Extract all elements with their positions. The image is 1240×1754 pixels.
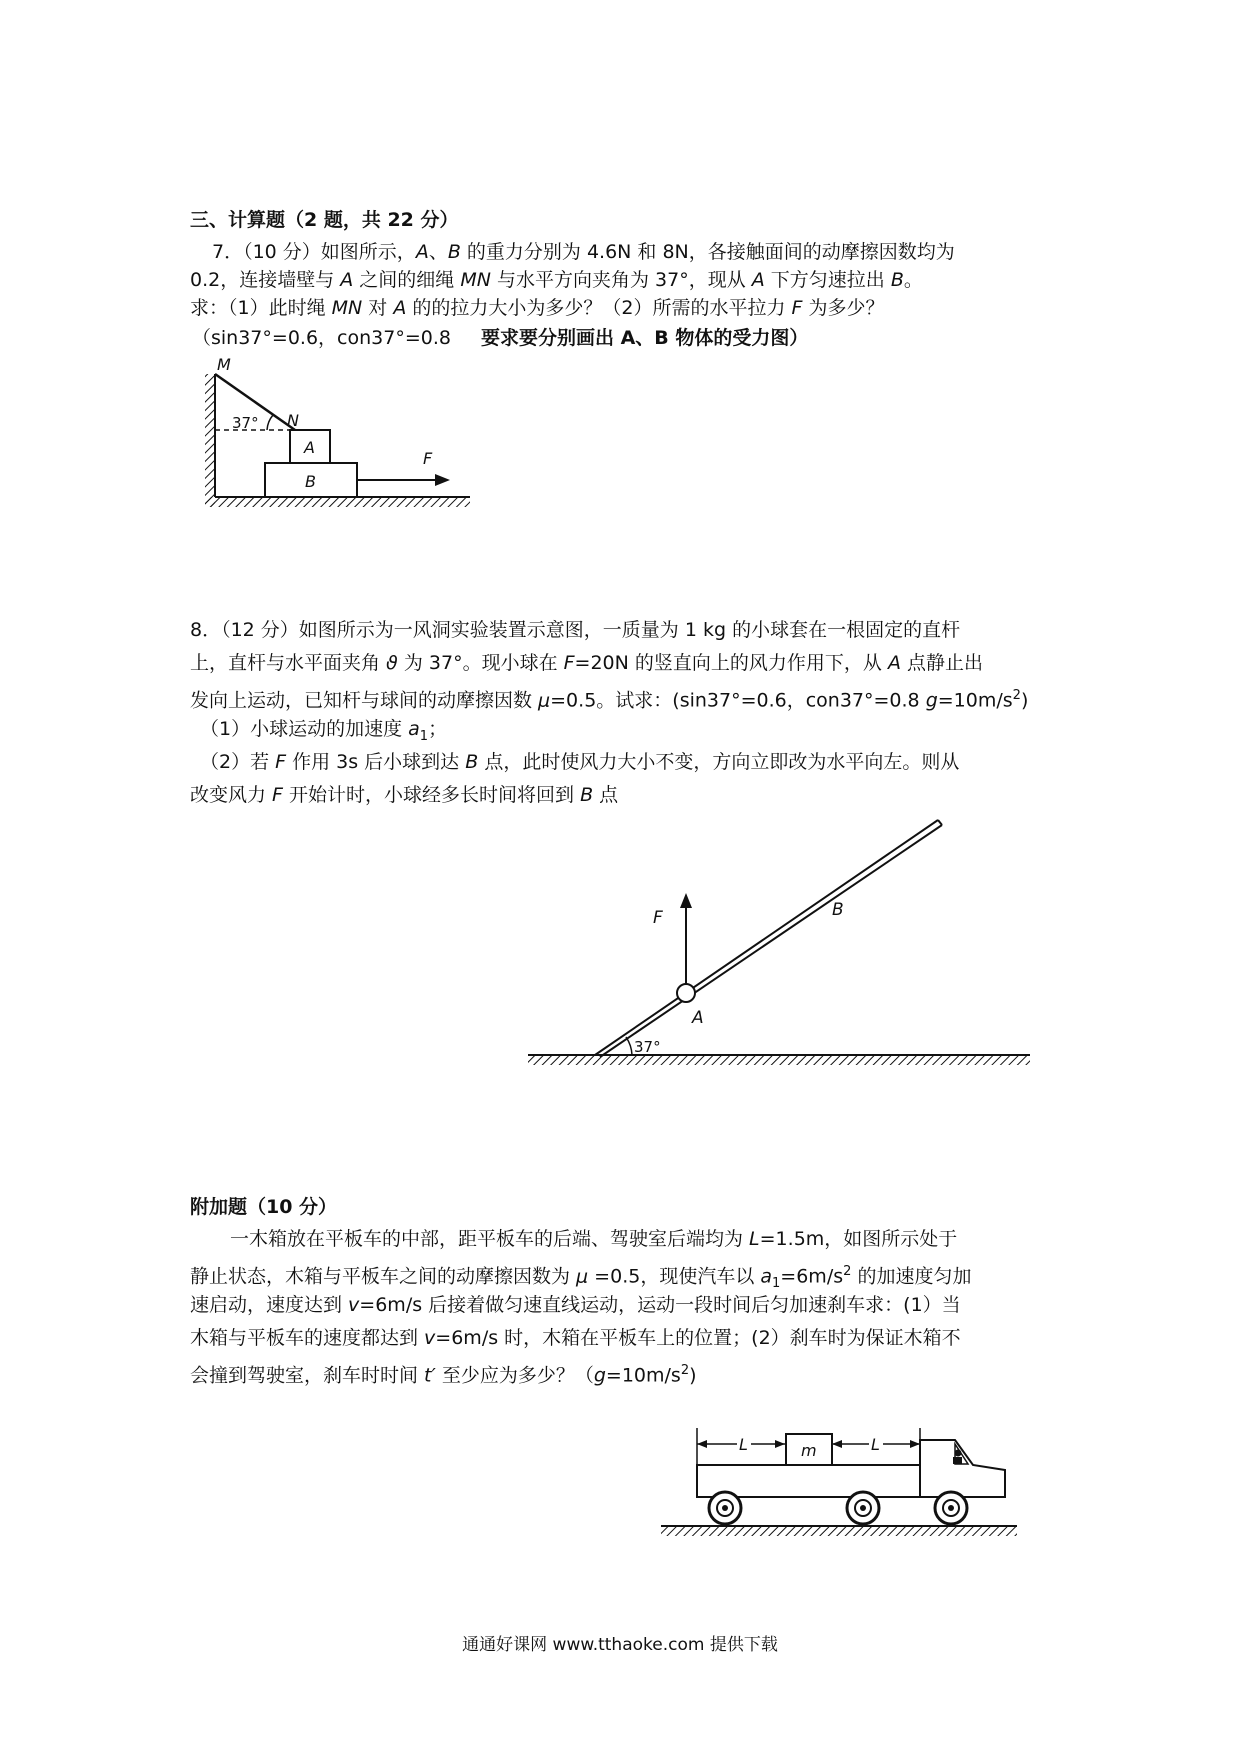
q7-line-2: 0.2，连接墙壁与 A 之间的细绳 MN 与水平方向夹角为 37°，现从 A 下方匀速拉出 B。	[190, 269, 923, 291]
q7-line-3: 求：（1）此时绳 MN 对 A 的的拉力大小为多少？（2）所需的水平拉力 F 为多少？	[190, 297, 885, 319]
dim-l2-arrow-left	[832, 1440, 842, 1448]
q7-figure	[195, 352, 485, 512]
q8-sub-3: 改变风力 F 开始计时，小球经多长时间将回到 B 点	[190, 784, 619, 806]
truck-label-l2: L	[871, 1435, 880, 1454]
page-footer: 通通好课网 www.tthaoke.com 提供下载	[462, 1635, 778, 1655]
q8-figure	[520, 815, 1040, 1075]
q8-label-b: B	[832, 900, 844, 920]
driver-icon	[955, 1450, 962, 1457]
rod-line-2	[600, 825, 942, 1057]
q7-line-4: （sin37°=0.6，con37°=0.8 要求要分别画出 A、B 物体的受力图）	[192, 327, 809, 349]
label-a: A	[304, 438, 315, 457]
truck-figure	[655, 1420, 1025, 1550]
truck-label-l1: L	[739, 1435, 748, 1454]
extra-line-2: 静止状态，木箱与平板车之间的动摩擦因数为 μ =0.5，现使汽车以 $a_1=6m/s^2$ 的加速度匀加	[190, 1264, 972, 1292]
rod-end	[938, 820, 942, 825]
wheel-2	[847, 1492, 879, 1524]
ground-hatch	[528, 1055, 1030, 1065]
q8-sub-1: （1）小球运动的加速度 $a_1$；	[200, 718, 448, 744]
dim-l2-arrow-right	[910, 1440, 920, 1448]
label-b: B	[305, 472, 316, 491]
rod-angle-arc	[626, 1037, 632, 1055]
extra-line-5: 会撞到驾驶室，刹车时时间 t′ 至少应为多少？$(g=10m/s^2)$	[190, 1363, 697, 1387]
label-f: F	[423, 449, 433, 468]
q8-line-2: 上，直杆与水平面夹角 ϑ 为 37°。现小球在 F=20N 的竖直向上的风力作用下，从 A 点静止出	[190, 652, 983, 674]
q8-line-1: 8．（12 分）如图所示为一风洞实验装置示意图，一质量为 1 kg 的小球套在一根固定的直杆	[190, 619, 961, 641]
q8-label-angle: 37°	[634, 1038, 661, 1056]
q8-line-3: 发向上运动，已知杆与球间的动摩擦因数 μ=0.5。试求：(sin37°=0.6，con37°=0.8 $g=10m/s^2$)	[190, 688, 1029, 712]
label-n: N	[287, 411, 299, 430]
q8-label-f: F	[653, 908, 663, 928]
wind-force-arrowhead	[680, 893, 692, 908]
q8-label-a: A	[692, 1008, 704, 1028]
angle-arc	[267, 415, 273, 430]
q8-sub-2: （2）若 F 作用 3s 后小球到达 B 点，此时使风力大小不变，方向立即改为水平向左。则从	[200, 751, 960, 773]
floor-hatch	[205, 497, 470, 507]
label-m: M	[217, 355, 231, 374]
section-heading: 三、计算题（2 题，共 22 分）	[190, 209, 459, 231]
dim-l1-arrow-right	[775, 1440, 785, 1448]
wheel-3	[935, 1492, 967, 1524]
truck-label-m: m	[801, 1441, 817, 1460]
truck-ground-hatch	[661, 1526, 1017, 1536]
extra-line-3: 速启动，速度达到 v=6m/s 后接着做匀速直线运动，运动一段时间后匀加速刹车求：(1）当	[190, 1294, 961, 1316]
label-angle: 37°	[232, 414, 259, 432]
extra-heading: 附加题（10 分）	[190, 1196, 338, 1218]
extra-line-1: 一木箱放在平板车的中部，距平板车的后端、驾驶室后端均为 L=1.5m，如图所示处于	[230, 1228, 958, 1250]
wall-hatch	[205, 374, 215, 507]
driver-body	[953, 1457, 962, 1464]
dim-l1-arrow-left	[697, 1440, 707, 1448]
ball	[677, 984, 695, 1002]
force-f-arrowhead	[435, 474, 450, 486]
wheel-1	[709, 1492, 741, 1524]
q7-line-1: 7．（10 分）如图所示，A、B 的重力分别为 4.6N 和 8N，各接触面间的动摩擦因数均为	[212, 241, 955, 263]
truck-cab	[920, 1440, 1005, 1497]
rod-line-1	[595, 820, 938, 1055]
extra-line-4: 木箱与平板车的速度都达到 v=6m/s 时，木箱在平板车上的位置；(2）刹车时为保证木箱不	[190, 1327, 961, 1349]
